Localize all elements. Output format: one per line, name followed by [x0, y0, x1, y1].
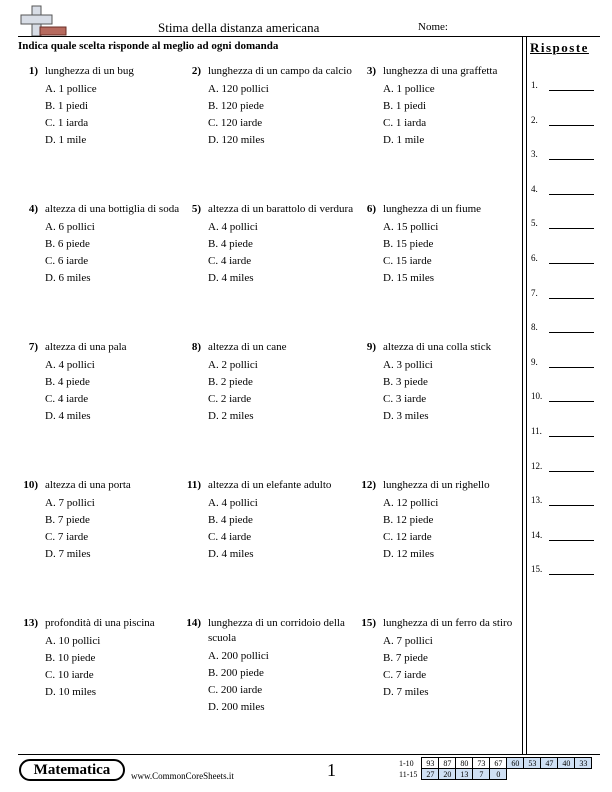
- answer-option: D. 2 miles: [208, 410, 254, 422]
- question-number: 3): [366, 65, 376, 77]
- answer-option: B. 12 piede: [383, 514, 434, 526]
- answer-option: D. 3 miles: [383, 410, 429, 422]
- answer-option: B. 6 piede: [45, 238, 90, 250]
- score-cell: 20: [439, 769, 456, 780]
- score-cell: 40: [558, 758, 575, 769]
- answer-blank-12[interactable]: [549, 471, 594, 472]
- answer-blank-6[interactable]: [549, 263, 594, 264]
- answer-option: C. 4 iarde: [208, 255, 252, 267]
- score-cell: 13: [456, 769, 473, 780]
- answer-option: B. 4 piede: [208, 238, 253, 250]
- brand-badge: Matematica: [19, 759, 125, 781]
- question-text: altezza di una pala: [45, 341, 127, 353]
- answer-option: D. 7 miles: [45, 548, 91, 560]
- answer-label-4: 4.: [531, 183, 538, 194]
- answer-option: D. 200 miles: [208, 701, 265, 713]
- answer-option: A. 7 pollici: [45, 497, 95, 509]
- answer-option: A. 7 pollici: [383, 635, 433, 647]
- question-text: lunghezza di una graffetta: [383, 65, 498, 77]
- answer-option: B. 4 piede: [45, 376, 90, 388]
- name-label: Nome:: [418, 21, 448, 33]
- answer-option: C. 1 iarda: [383, 117, 427, 129]
- answer-option: D. 15 miles: [383, 272, 435, 284]
- answer-label-11: 11.: [531, 426, 542, 436]
- question-text: lunghezza di un righello: [383, 479, 490, 491]
- answer-label-13: 13.: [531, 495, 543, 506]
- answer-option: D. 1 mile: [383, 134, 425, 146]
- answer-label-1: 1.: [531, 80, 538, 90]
- answer-option: B. 2 piede: [208, 376, 253, 388]
- website-url: www.CommonCoreSheets.it: [131, 771, 234, 781]
- answer-label-12: 12.: [531, 460, 543, 471]
- question-number: 13): [23, 617, 38, 629]
- answers-title: Risposte: [530, 40, 589, 55]
- answer-option: B. 200 piede: [208, 667, 264, 679]
- answer-option: B. 1 piedi: [383, 100, 427, 112]
- question-number: 8): [191, 341, 201, 353]
- question-text: altezza di un barattolo di verdura: [208, 203, 354, 215]
- answer-option: A. 15 pollici: [383, 221, 439, 233]
- question-12: [361, 478, 533, 563]
- answer-option: C. 1 iarda: [45, 117, 89, 129]
- question-text: altezza di un elefante adulto: [208, 479, 332, 491]
- answer-option: C. 12 iarde: [383, 531, 432, 543]
- score-row: [397, 758, 592, 769]
- answer-option: B. 120 piede: [208, 100, 264, 112]
- question-1: [28, 64, 195, 149]
- header-divider: [18, 36, 600, 37]
- question-3: [366, 64, 533, 149]
- answer-option: C. 120 iarde: [208, 117, 263, 129]
- answer-option: C. 3 iarde: [383, 393, 427, 405]
- answer-blank-4[interactable]: [549, 194, 594, 195]
- score-cell: 33: [575, 758, 592, 769]
- question-number: 11): [186, 479, 201, 491]
- score-cell: 87: [439, 758, 456, 769]
- answer-blank-10[interactable]: [549, 401, 594, 402]
- answer-option: D. 1 mile: [45, 134, 87, 146]
- question-number: 5): [191, 203, 201, 215]
- answer-label-15: 15.: [531, 564, 543, 575]
- score-cell: 7: [473, 769, 490, 780]
- score-cell: 93: [422, 758, 439, 769]
- answer-option: B. 3 piede: [383, 376, 428, 388]
- question-text: altezza di un cane: [208, 341, 287, 353]
- score-cell: 73: [473, 758, 490, 769]
- answer-option: C. 2 iarde: [208, 393, 252, 405]
- answer-blank-9[interactable]: [549, 367, 594, 368]
- answer-blank-14[interactable]: [549, 540, 594, 541]
- answer-option: D. 7 miles: [383, 686, 429, 698]
- score-cell: 47: [541, 758, 558, 769]
- answer-option: D. 120 miles: [208, 134, 265, 146]
- answer-label-7: 7.: [531, 287, 538, 298]
- answer-option: C. 200 iarde: [208, 684, 263, 696]
- question-2: [191, 64, 358, 149]
- answer-label-5: 5.: [531, 218, 538, 229]
- question-text: lunghezza di un ferro da stiro: [383, 617, 513, 629]
- answer-option: D. 4 miles: [208, 272, 254, 284]
- question-text: profondità di una piscina: [45, 617, 155, 629]
- logo-plus-icon: [18, 5, 68, 37]
- score-row-label: 1-10: [399, 758, 414, 768]
- answer-option: A. 4 pollici: [45, 359, 95, 371]
- question-6: [366, 202, 533, 287]
- question-9: [366, 340, 533, 425]
- answer-option: A. 12 pollici: [383, 497, 439, 509]
- question-10: [23, 478, 195, 563]
- question-5: [191, 202, 358, 287]
- question-number: 6): [366, 203, 376, 215]
- answer-option: B. 7 piede: [45, 514, 90, 526]
- answer-option: C. 7 iarde: [45, 531, 89, 543]
- score-cell: 60: [507, 758, 524, 769]
- question-8: [191, 340, 358, 425]
- answer-label-2: 2.: [531, 114, 538, 125]
- question-number: 7): [28, 341, 38, 353]
- answer-label-6: 6.: [531, 253, 538, 263]
- answer-option: A. 4 pollici: [208, 221, 258, 233]
- question-14: [186, 616, 358, 716]
- answer-option: C. 4 iarde: [45, 393, 89, 405]
- question-text: lunghezza di un campo da calcio: [208, 65, 352, 77]
- answer-option: A. 200 pollici: [208, 650, 269, 662]
- answer-label-14: 14.: [531, 529, 543, 540]
- score-table: [397, 757, 592, 780]
- score-cell: 67: [490, 758, 507, 769]
- score-cell: 53: [524, 758, 541, 769]
- question-13: [23, 616, 195, 701]
- answer-option: D. 6 miles: [45, 272, 91, 284]
- answer-blank-13[interactable]: [549, 505, 594, 506]
- question-text: altezza di una porta: [45, 479, 131, 491]
- question-text: lunghezza di un fiume: [383, 203, 482, 215]
- answer-option: A. 4 pollici: [208, 497, 258, 509]
- score-cell: 80: [456, 758, 473, 769]
- question-number: 12): [361, 479, 376, 491]
- answer-option: A. 1 pollice: [383, 83, 435, 95]
- question-11: [186, 478, 358, 563]
- score-row: [397, 769, 592, 780]
- answer-label-8: 8.: [531, 322, 538, 333]
- answer-label-3: 3.: [531, 149, 538, 160]
- answer-blank-1[interactable]: [549, 90, 594, 91]
- question-15: [361, 616, 533, 701]
- answer-option: C. 6 iarde: [45, 255, 89, 267]
- answer-label-9: 9.: [531, 356, 538, 367]
- answer-blank-11[interactable]: [549, 436, 594, 437]
- answer-option: A. 6 pollici: [45, 221, 95, 233]
- footer-divider: [18, 754, 600, 755]
- question-7: [28, 340, 195, 425]
- answer-option: B. 10 piede: [45, 652, 96, 664]
- page-number: 1: [327, 760, 336, 780]
- question-number: 1): [28, 65, 38, 77]
- question-4: [28, 202, 195, 287]
- score-row-label: 11-15: [399, 769, 418, 779]
- answer-label-10: 10.: [531, 391, 543, 402]
- score-cell: 0: [490, 769, 507, 780]
- question-number: 9): [366, 341, 376, 353]
- answer-option: B. 1 piedi: [45, 100, 89, 112]
- answer-option: C. 15 iarde: [383, 255, 432, 267]
- answer-option: D. 10 miles: [45, 686, 97, 698]
- answer-option: A. 10 pollici: [45, 635, 101, 647]
- question-text: altezza di una colla stick: [383, 341, 492, 353]
- question-number: 2): [191, 65, 201, 77]
- answer-option: D. 4 miles: [45, 410, 91, 422]
- question-number: 15): [361, 617, 376, 629]
- answer-blank-7[interactable]: [549, 298, 594, 299]
- answer-option: C. 10 iarde: [45, 669, 94, 681]
- question-text: lunghezza di un corridoio della scuola: [208, 617, 345, 644]
- answer-blank-15[interactable]: [549, 574, 594, 575]
- answer-option: C. 7 iarde: [383, 669, 427, 681]
- answer-option: A. 2 pollici: [208, 359, 258, 371]
- question-number: 4): [28, 203, 38, 215]
- answer-blank-5[interactable]: [549, 228, 594, 229]
- answer-blank-3[interactable]: [549, 159, 594, 160]
- answer-option: A. 120 pollici: [208, 83, 269, 95]
- answer-option: D. 4 miles: [208, 548, 254, 560]
- score-cell: 27: [422, 769, 439, 780]
- question-text: altezza di una bottiglia di soda: [45, 203, 180, 215]
- question-number: 14): [186, 617, 201, 629]
- answer-option: B. 15 piede: [383, 238, 434, 250]
- answer-option: B. 4 piede: [208, 514, 253, 526]
- answer-option: B. 7 piede: [383, 652, 428, 664]
- answer-blank-2[interactable]: [549, 125, 594, 126]
- question-text: lunghezza di un bug: [45, 65, 134, 77]
- answer-option: A. 3 pollici: [383, 359, 433, 371]
- answer-blank-8[interactable]: [549, 332, 594, 333]
- answer-option: A. 1 pollice: [45, 83, 97, 95]
- question-number: 10): [23, 479, 38, 491]
- answer-option: C. 4 iarde: [208, 531, 252, 543]
- worksheet-title: Stima della distanza americana: [158, 20, 320, 35]
- instructions: Indica quale scelta risponde al meglio ad ogni domanda: [18, 40, 279, 52]
- answer-option: D. 12 miles: [383, 548, 435, 560]
